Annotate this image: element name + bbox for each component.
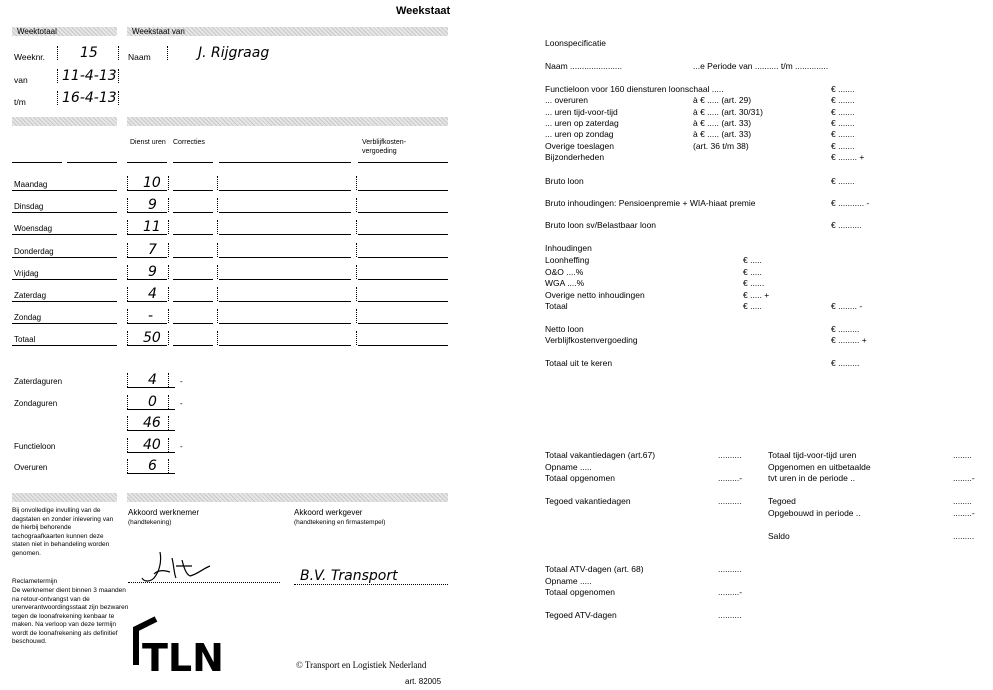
inhouding-value: € ...... (743, 278, 765, 288)
tvt-value: ......... (953, 530, 975, 541)
day-line-hours (127, 301, 167, 302)
loon-row-rate: à € ..... (art. 33) (693, 117, 752, 128)
tvt-label: Tegoed (768, 496, 796, 506)
day-line (12, 190, 117, 191)
naam-label: Naam (128, 52, 151, 62)
band-bottom-left (12, 493, 117, 502)
loon-row-rate: à € ..... (art. 33) (693, 129, 752, 140)
col-correcties-header: Correcties (173, 139, 205, 146)
day-sep (217, 309, 218, 323)
extra-line (127, 452, 175, 453)
header-line-6 (358, 162, 448, 163)
day-line-hours (127, 190, 167, 191)
tm-value: 16-4-13 (62, 90, 117, 106)
header-line-3 (127, 162, 167, 163)
atv-label: Opname ..... (545, 575, 592, 586)
extra-value: 6 (148, 458, 157, 474)
day-line-corr (173, 301, 213, 302)
inhouding-value: € ..... (743, 266, 762, 277)
col-verblijf-text: Verblijfkosten-vergoeding (362, 139, 406, 155)
day-line-verblijf (358, 212, 448, 213)
tvt-label: Opgenomen en uitbetaalde (768, 461, 871, 472)
loon-row-value: € ....... (831, 129, 855, 140)
tvt-value: ........ (953, 496, 972, 506)
day-label: Zondag (14, 313, 42, 323)
tvt-value: ........- (953, 473, 975, 483)
tvt-value: ........- (953, 507, 975, 518)
day-line (12, 323, 117, 324)
loon-row-label: Bijzonderheden (545, 151, 605, 162)
atv-value: .........- (718, 587, 743, 597)
day-line-corr (173, 345, 213, 346)
extra-suffix: - (180, 441, 183, 451)
day-line-corr (173, 323, 213, 324)
netto-loon-value: € ......... (831, 324, 860, 334)
akkoord-werkgever-label: Akkoord werkgever (294, 508, 363, 517)
loon-row-label: Functieloon voor 160 diensturen loonschaal ..... (545, 84, 724, 94)
weeknr-value: 15 (80, 45, 98, 61)
note-reclametermijn (12, 587, 132, 647)
tm-label: t/m (14, 97, 26, 107)
header-line-5 (219, 162, 351, 163)
loonspec-periode: ...e Periode van .......... t/m .............. (693, 61, 829, 71)
inhouding-label: WGA ....% (545, 278, 585, 288)
tvt-label: Totaal tijd-voor-tijd uren (768, 450, 857, 460)
van-value: 11-4-13 (62, 68, 117, 84)
inhouding-value: € ..... + (743, 289, 770, 300)
band-left-2 (12, 117, 117, 126)
day-hours-value: 7 (148, 241, 157, 258)
extra-label: Zondaguren (14, 398, 58, 408)
vakantie-value: .........- (718, 473, 743, 483)
day-line (12, 345, 117, 346)
day-sep (217, 331, 218, 345)
day-line (12, 301, 117, 302)
day-sep (217, 198, 218, 212)
van-label: van (14, 75, 28, 85)
day-line-corr2 (219, 212, 351, 213)
atv-label: Totaal ATV-dagen (art. 68) (545, 564, 644, 574)
day-line-corr (173, 234, 213, 235)
loon-row-label: ... overuren (545, 95, 588, 106)
extra-line (127, 473, 175, 474)
day-line-hours (127, 212, 167, 213)
day-label: Totaal (14, 335, 36, 345)
day-line-hours (127, 323, 167, 324)
werkgever-value: B.V. Transport (300, 568, 398, 584)
inhouding-label: Loonheffing (545, 255, 590, 265)
loon-row-label: ... uren op zaterdag (545, 117, 619, 128)
day-sep (217, 265, 218, 279)
atv-label: Tegoed ATV-dagen (545, 610, 617, 620)
band-weekstaat-van-label: Weekstaat van (132, 27, 185, 36)
loon-row-value: € ........ + (831, 151, 865, 162)
loon-row-rate: à € ..... (art. 30/31) (693, 106, 763, 117)
loon-row-label: Overige toeslagen (545, 140, 614, 151)
extra-line (127, 430, 175, 431)
atv-value: .......... (718, 610, 742, 620)
tln-logo-text: TLN (142, 636, 224, 675)
extra-label: Functieloon (14, 441, 56, 451)
bruto-loon-label: Bruto loon (545, 176, 584, 186)
day-label: Maandag (14, 180, 48, 189)
loon-row-value: € ....... (831, 84, 855, 94)
day-line-verblijf (358, 279, 448, 280)
extra-suffix: - (180, 398, 183, 408)
day-line-corr (173, 257, 213, 258)
tvt-label: tvt uren in de periode .. (768, 473, 855, 483)
col-dienst-text: Dienst uren (130, 139, 166, 146)
inhouding-label: Totaal (545, 301, 568, 311)
note-onvolledig (12, 507, 120, 558)
header-line-2 (67, 162, 117, 163)
day-line-hours (127, 234, 167, 235)
vakantie-value: .......... (718, 496, 742, 506)
day-line-verblijf (358, 345, 448, 346)
day-sep2 (356, 176, 357, 190)
loon-row-label: ... uren op zondag (545, 129, 614, 140)
day-sep2 (356, 198, 357, 212)
extra-label: Overuren (14, 463, 48, 472)
tvt-label: Saldo (768, 530, 790, 541)
band-weektotaal-label: Weektotaal (17, 27, 57, 36)
col-verblijf-header (362, 139, 432, 156)
day-sep2 (356, 243, 357, 257)
akkoord-werknemer-sub: (handtekening) (128, 519, 172, 526)
day-line-corr2 (219, 190, 351, 191)
note-reclametermijn-text: De werknemer dient binnen 3 maanden na retour-ontvangst van de urenverantwoordingsstaat zijn bezwaren tegen de loonafrekening kenbaar te maken. Na verloop van deze termijn wordt de loonafrekening als definitief beschouwd. (12, 587, 129, 645)
extra-value: 0 (148, 393, 157, 410)
day-hours-value: 50 (143, 330, 161, 347)
uitkeren-label: Totaal uit te keren (545, 358, 613, 368)
note-reclametermijn-title: Reclametermijn (12, 578, 58, 585)
verblijf-value: € ......... + (831, 335, 867, 345)
verblijf-label: Verblijfkostenvergoeding (545, 335, 638, 345)
uitkeren-value: € ......... (831, 358, 860, 368)
day-line (12, 234, 117, 235)
extra-line (127, 409, 175, 410)
loonspec-naam: Naam ...................... (545, 61, 622, 71)
loon-row-rate: (art. 36 t/m 38) (693, 140, 749, 151)
day-label: Vrijdag (14, 268, 39, 278)
day-sep2 (356, 265, 357, 279)
inhouding-value: € ..... (743, 301, 762, 311)
tln-logo (128, 615, 224, 675)
day-sep (217, 220, 218, 234)
day-sep2 (356, 309, 357, 323)
inhoudingen-heading: Inhoudingen (545, 243, 592, 253)
day-sep (217, 243, 218, 257)
art-number: art. 82005 (405, 677, 442, 686)
day-sep2 (356, 220, 357, 234)
inhouding-label: Overige netto inhoudingen (545, 289, 645, 300)
netto-loon-label: Netto loon (545, 324, 584, 334)
day-hours-value: 10 (143, 175, 161, 191)
day-line-corr (173, 279, 213, 280)
day-line-corr2 (219, 279, 351, 280)
vakantie-label: Opname ..... (545, 461, 592, 472)
atv-label: Totaal opgenomen (545, 587, 615, 597)
day-hours-value: 9 (148, 197, 157, 214)
day-line (12, 257, 117, 258)
loon-row-value: € ....... (831, 95, 855, 106)
day-line-corr2 (219, 234, 351, 235)
day-line-corr2 (219, 257, 351, 258)
loonspec-heading: Loonspecificatie (545, 38, 606, 48)
day-line-corr (173, 212, 213, 213)
extra-line (127, 387, 175, 388)
inhouding-label: O&O ....% (545, 266, 584, 277)
note-onvolledig-text: Bij onvolledige invulling van de dagstaten en zonder inlevering van de hierbij behorende tachograafkaarten kunnen deze staten niet in behandeling worden genomen. (12, 507, 114, 557)
band-right-2 (127, 117, 448, 126)
day-sep2 (356, 287, 357, 301)
day-label: Woensdag (14, 224, 53, 234)
day-line-corr2 (219, 323, 351, 324)
day-line-verblijf (358, 190, 448, 191)
bruto-sv-value: € .......... (831, 220, 862, 230)
day-line-corr2 (219, 301, 351, 302)
loon-row-value: € ....... (831, 117, 855, 128)
extra-label: Zaterdaguren (14, 377, 63, 386)
akkoord-werknemer-label: Akkoord werknemer (128, 508, 200, 517)
inhoudingen-total-value: € ........ - (831, 301, 863, 311)
loon-row-value: € ....... (831, 106, 855, 117)
day-line-hours (127, 345, 167, 346)
vakantie-label: Totaal vakantiedagen (art.67) (545, 450, 656, 460)
day-line (12, 279, 117, 280)
extra-suffix: - (180, 377, 183, 386)
day-hours-value: 4 (148, 286, 157, 302)
day-sep (217, 176, 218, 190)
copyright: © Transport en Logistiek Nederland (296, 660, 427, 670)
day-hours-value: 11 (143, 219, 161, 236)
loon-row-label: ... uren tijd-voor-tijd (545, 106, 618, 117)
extra-value: 40 (143, 436, 161, 453)
tvt-value: ........ (953, 450, 972, 460)
vakantie-value: .......... (718, 450, 742, 460)
header-line-4 (173, 162, 213, 163)
day-hours-value: 9 (148, 263, 157, 280)
day-line (12, 212, 117, 213)
day-label: Donderdag (14, 246, 54, 256)
day-sep2 (356, 331, 357, 345)
bruto-inhoudingen-label: Bruto inhoudingen: Pensioenpremie + WIA-hiaat premie (545, 198, 756, 208)
vakantie-label: Totaal opgenomen (545, 473, 615, 483)
loon-row-value: € ....... (831, 140, 855, 151)
day-label: Dinsdag (14, 202, 44, 212)
day-line-corr2 (219, 345, 351, 346)
day-label: Zaterdag (14, 291, 47, 300)
werkgever-line (294, 584, 448, 585)
inhouding-value: € ..... (743, 255, 762, 265)
day-line-verblijf (358, 234, 448, 235)
day-line-verblijf (358, 257, 448, 258)
day-line-hours (127, 257, 167, 258)
werknemer-signature-line (128, 582, 280, 583)
vakantie-label: Tegoed vakantiedagen (545, 496, 631, 506)
extra-value: 4 (148, 372, 157, 388)
page-title: Weekstaat (396, 5, 451, 17)
header-line-1 (12, 162, 62, 163)
extra-value: 46 (143, 415, 161, 431)
band-bottom-right (127, 493, 448, 502)
weeknr-label: Weeknr. (14, 52, 46, 62)
bruto-sv-label: Bruto loon sv/Belastbaar loon (545, 220, 657, 230)
day-line-verblijf (358, 323, 448, 324)
day-hours-value: - (148, 308, 154, 325)
bruto-loon-value: € ....... (831, 176, 855, 186)
akkoord-werkgever-sub: (handtekening en firmastempel) (294, 519, 386, 526)
bruto-inhoudingen-value: € ........... - (831, 198, 870, 208)
day-line-verblijf (358, 301, 448, 302)
tvt-label: Opgebouwd in periode .. (768, 507, 861, 518)
col-dienst-header (130, 139, 168, 148)
naam-value: J. Rijgraag (198, 45, 270, 61)
day-line-hours (127, 279, 167, 280)
loon-row-rate: à € ..... (art. 29) (693, 95, 752, 106)
day-line-corr (173, 190, 213, 191)
day-sep (217, 287, 218, 301)
atv-value: .......... (718, 564, 742, 574)
